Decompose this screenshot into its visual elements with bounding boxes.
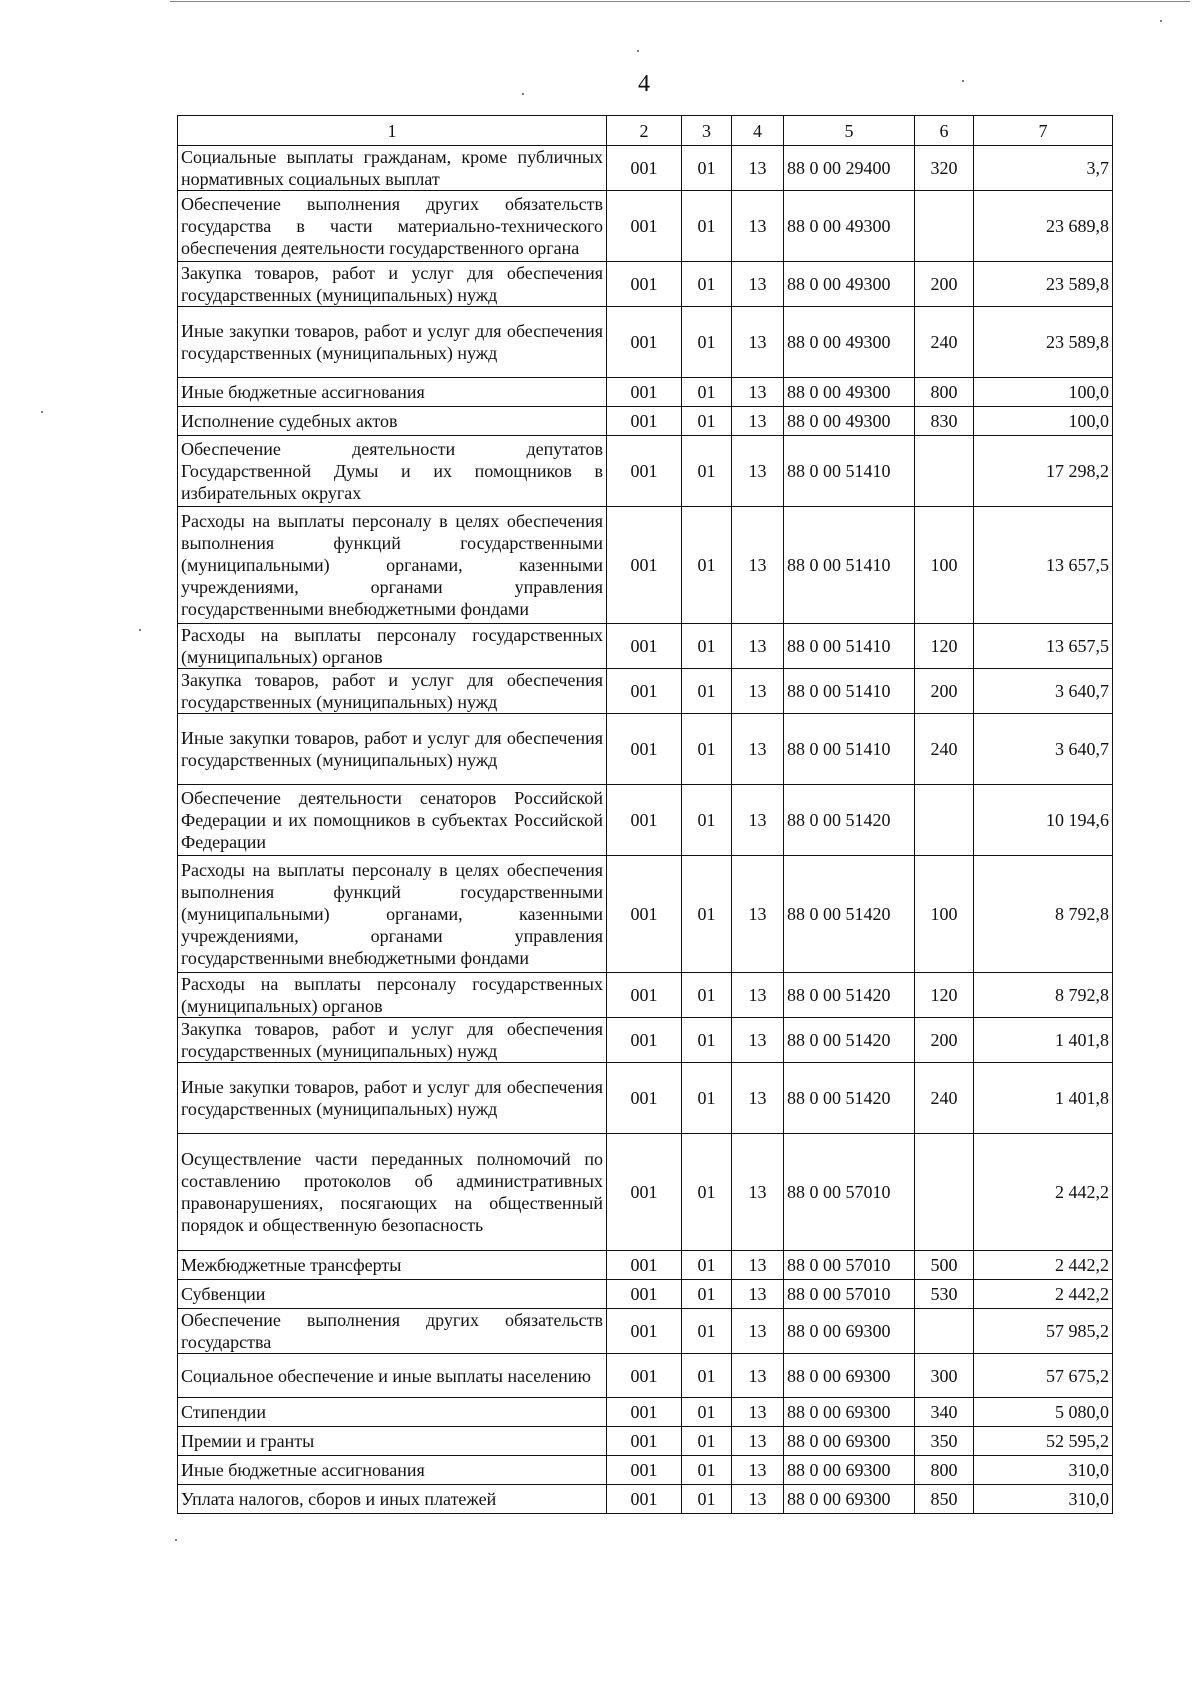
table-row (178, 1354, 1113, 1398)
row-col-3: 01 (682, 1280, 732, 1309)
row-col-3: 01 (682, 1427, 732, 1456)
row-col-7: 5 080,0 (974, 1398, 1113, 1427)
row-name: Иные бюджетные ассигнования (178, 378, 607, 407)
row-col-3: 01 (682, 146, 732, 191)
row-name: Закупка товаров, работ и услуг для обеспечения государственных (муниципальных) нужд (178, 262, 607, 307)
row-col-7: 52 595,2 (974, 1427, 1113, 1456)
row-name: Иные закупки товаров, работ и услуг для обеспечения государственных (муниципальных) нужд (178, 714, 607, 785)
row-col-6: 850 (915, 1485, 974, 1514)
row-col-6 (915, 436, 974, 507)
scan-speck (139, 629, 141, 631)
header-cell-2: 2 (607, 116, 682, 146)
row-col-4: 13 (732, 1309, 784, 1354)
row-col-6: 100 (915, 856, 974, 973)
row-col-7: 23 589,8 (974, 262, 1113, 307)
row-col-7: 23 689,8 (974, 191, 1113, 262)
row-name: Премии и гранты (178, 1427, 607, 1456)
row-col-6: 530 (915, 1280, 974, 1309)
row-col-6: 240 (915, 307, 974, 378)
row-col-4: 13 (732, 1134, 784, 1251)
row-col-4: 13 (732, 1280, 784, 1309)
row-col-3: 01 (682, 436, 732, 507)
header-cell-7: 7 (974, 116, 1113, 146)
row-col-3: 01 (682, 1456, 732, 1485)
row-col-6: 350 (915, 1427, 974, 1456)
row-col-5: 88 0 00 51410 (784, 714, 915, 785)
header-cell-1: 1 (178, 116, 607, 146)
scan-speck (962, 80, 964, 82)
row-col-2: 001 (607, 407, 682, 436)
row-col-7: 310,0 (974, 1456, 1113, 1485)
table-body (178, 146, 1113, 1514)
row-col-5: 88 0 00 51410 (784, 507, 915, 624)
row-col-6: 120 (915, 624, 974, 669)
row-col-2: 001 (607, 624, 682, 669)
row-col-3: 01 (682, 378, 732, 407)
row-col-2: 001 (607, 1427, 682, 1456)
table-row (178, 669, 1113, 714)
row-col-6: 100 (915, 507, 974, 624)
row-col-5: 88 0 00 69300 (784, 1354, 915, 1398)
row-col-6 (915, 1134, 974, 1251)
row-col-5: 88 0 00 69300 (784, 1485, 915, 1514)
table-row (178, 1309, 1113, 1354)
row-col-3: 01 (682, 307, 732, 378)
row-col-5: 88 0 00 57010 (784, 1251, 915, 1280)
row-col-6: 300 (915, 1354, 974, 1398)
row-col-7: 10 194,6 (974, 785, 1113, 856)
row-col-6: 340 (915, 1398, 974, 1427)
row-name: Иные закупки товаров, работ и услуг для обеспечения государственных (муниципальных) нужд (178, 1063, 607, 1134)
row-col-4: 13 (732, 624, 784, 669)
row-col-4: 13 (732, 378, 784, 407)
row-col-6: 800 (915, 378, 974, 407)
row-col-7: 23 589,8 (974, 307, 1113, 378)
row-name: Расходы на выплаты персоналу государственных (муниципальных) органов (178, 624, 607, 669)
row-col-2: 001 (607, 436, 682, 507)
row-col-3: 01 (682, 856, 732, 973)
row-name: Межбюджетные трансферты (178, 1251, 607, 1280)
row-col-5: 88 0 00 49300 (784, 378, 915, 407)
row-col-5: 88 0 00 51410 (784, 436, 915, 507)
row-col-7: 3,7 (974, 146, 1113, 191)
table-row (178, 1134, 1113, 1251)
row-col-3: 01 (682, 1309, 732, 1354)
row-col-2: 001 (607, 856, 682, 973)
row-col-3: 01 (682, 714, 732, 785)
row-name: Расходы на выплаты персоналу государственных (муниципальных) органов (178, 973, 607, 1018)
row-col-5: 88 0 00 69300 (784, 1427, 915, 1456)
row-col-6: 200 (915, 669, 974, 714)
scan-speck (637, 50, 639, 52)
row-col-5: 88 0 00 69300 (784, 1398, 915, 1427)
row-col-7: 2 442,2 (974, 1134, 1113, 1251)
row-col-2: 001 (607, 1309, 682, 1354)
row-col-4: 13 (732, 262, 784, 307)
row-col-4: 13 (732, 191, 784, 262)
row-col-4: 13 (732, 1456, 784, 1485)
table-row (178, 1427, 1113, 1456)
row-name: Обеспечение выполнения других обязательств государства в части материально-технического обеспечения деятельности государственного органа (178, 191, 607, 262)
row-col-6: 500 (915, 1251, 974, 1280)
row-col-3: 01 (682, 624, 732, 669)
row-col-4: 13 (732, 1398, 784, 1427)
row-name: Обеспечение выполнения других обязательств государства (178, 1309, 607, 1354)
row-col-7: 3 640,7 (974, 669, 1113, 714)
row-name: Социальное обеспечение и иные выплаты населению (178, 1354, 607, 1398)
table-row (178, 507, 1113, 624)
row-col-2: 001 (607, 378, 682, 407)
row-col-2: 001 (607, 1354, 682, 1398)
row-col-4: 13 (732, 507, 784, 624)
scan-speck (175, 1539, 177, 1541)
table-row (178, 262, 1113, 307)
table-row (178, 1456, 1113, 1485)
row-name: Обеспечение деятельности сенаторов Российской Федерации и их помощников в субъектах Российской Федерации (178, 785, 607, 856)
row-col-3: 01 (682, 1018, 732, 1063)
table-row (178, 1251, 1113, 1280)
row-name: Стипендии (178, 1398, 607, 1427)
row-name: Иные закупки товаров, работ и услуг для обеспечения государственных (муниципальных) нужд (178, 307, 607, 378)
row-col-6: 200 (915, 1018, 974, 1063)
scan-speck (41, 411, 43, 413)
row-col-7: 3 640,7 (974, 714, 1113, 785)
row-col-2: 001 (607, 1251, 682, 1280)
row-col-4: 13 (732, 1251, 784, 1280)
row-col-3: 01 (682, 1063, 732, 1134)
row-col-6: 320 (915, 146, 974, 191)
row-col-6: 240 (915, 714, 974, 785)
row-col-5: 88 0 00 51420 (784, 973, 915, 1018)
row-col-4: 13 (732, 1063, 784, 1134)
row-col-4: 13 (732, 1018, 784, 1063)
row-col-7: 1 401,8 (974, 1063, 1113, 1134)
row-col-6 (915, 191, 974, 262)
row-name: Закупка товаров, работ и услуг для обеспечения государственных (муниципальных) нужд (178, 669, 607, 714)
row-col-7: 2 442,2 (974, 1280, 1113, 1309)
row-col-7: 1 401,8 (974, 1018, 1113, 1063)
row-col-2: 001 (607, 1134, 682, 1251)
row-col-3: 01 (682, 262, 732, 307)
row-col-6: 120 (915, 973, 974, 1018)
header-cell-3: 3 (682, 116, 732, 146)
row-col-5: 88 0 00 57010 (784, 1134, 915, 1251)
row-col-5: 88 0 00 51410 (784, 624, 915, 669)
row-col-4: 13 (732, 669, 784, 714)
row-col-2: 001 (607, 973, 682, 1018)
table-row (178, 714, 1113, 785)
row-col-2: 001 (607, 191, 682, 262)
row-col-3: 01 (682, 1398, 732, 1427)
row-col-7: 310,0 (974, 1485, 1113, 1514)
row-col-3: 01 (682, 407, 732, 436)
header-cell-6: 6 (915, 116, 974, 146)
table-row (178, 1018, 1113, 1063)
row-col-4: 13 (732, 1485, 784, 1514)
table-row (178, 191, 1113, 262)
row-name: Исполнение судебных актов (178, 407, 607, 436)
row-name: Расходы на выплаты персоналу в целях обеспечения выполнения функций государственными (муниципальными) органами, казенными учреждениями, органами управления государственными внебюджетными фондами (178, 856, 607, 973)
row-col-3: 01 (682, 973, 732, 1018)
row-col-3: 01 (682, 1354, 732, 1398)
row-col-2: 001 (607, 1018, 682, 1063)
row-col-6: 240 (915, 1063, 974, 1134)
table-row (178, 436, 1113, 507)
scan-speck (522, 93, 524, 95)
row-col-3: 01 (682, 785, 732, 856)
row-col-4: 13 (732, 856, 784, 973)
table-row (178, 307, 1113, 378)
row-col-7: 8 792,8 (974, 973, 1113, 1018)
row-col-7: 8 792,8 (974, 856, 1113, 973)
table-header (178, 116, 1113, 146)
row-col-7: 17 298,2 (974, 436, 1113, 507)
row-col-3: 01 (682, 1134, 732, 1251)
row-name: Расходы на выплаты персоналу в целях обеспечения выполнения функций государственными (муниципальными) органами, казенными учреждениями, органами управления государственными внебюджетными фондами (178, 507, 607, 624)
row-col-5: 88 0 00 49300 (784, 407, 915, 436)
row-col-7: 2 442,2 (974, 1251, 1113, 1280)
row-col-5: 88 0 00 69300 (784, 1456, 915, 1485)
row-col-2: 001 (607, 1456, 682, 1485)
table-row (178, 624, 1113, 669)
row-col-2: 001 (607, 669, 682, 714)
row-col-3: 01 (682, 1251, 732, 1280)
scan-speck (1160, 20, 1162, 22)
row-name: Социальные выплаты гражданам, кроме публичных нормативных социальных выплат (178, 146, 607, 191)
row-col-3: 01 (682, 191, 732, 262)
table-row (178, 1280, 1113, 1309)
row-col-7: 100,0 (974, 407, 1113, 436)
header-row (178, 116, 1113, 146)
row-col-6: 200 (915, 262, 974, 307)
row-name: Иные бюджетные ассигнования (178, 1456, 607, 1485)
row-col-4: 13 (732, 436, 784, 507)
row-col-2: 001 (607, 785, 682, 856)
row-col-7: 100,0 (974, 378, 1113, 407)
header-cell-5: 5 (784, 116, 915, 146)
row-name: Уплата налогов, сборов и иных платежей (178, 1485, 607, 1514)
row-col-3: 01 (682, 507, 732, 624)
row-col-5: 88 0 00 49300 (784, 307, 915, 378)
row-col-3: 01 (682, 1485, 732, 1514)
header-cell-4: 4 (732, 116, 784, 146)
table-row (178, 785, 1113, 856)
row-col-6: 800 (915, 1456, 974, 1485)
row-col-5: 88 0 00 29400 (784, 146, 915, 191)
row-col-6 (915, 1309, 974, 1354)
row-name: Осуществление части переданных полномочий по составлению протоколов об административных правонарушениях, посягающих на общественный порядок и общественную безопасность (178, 1134, 607, 1251)
row-col-4: 13 (732, 1427, 784, 1456)
row-col-2: 001 (607, 146, 682, 191)
row-col-2: 001 (607, 714, 682, 785)
row-col-5: 88 0 00 51410 (784, 669, 915, 714)
table-row (178, 1485, 1113, 1514)
scan-edge-line (170, 1, 1190, 2)
row-col-5: 88 0 00 49300 (784, 191, 915, 262)
row-col-5: 88 0 00 51420 (784, 1018, 915, 1063)
row-col-6: 830 (915, 407, 974, 436)
table-row (178, 378, 1113, 407)
table-row (178, 1398, 1113, 1427)
row-col-7: 57 675,2 (974, 1354, 1113, 1398)
row-col-4: 13 (732, 407, 784, 436)
row-name: Обеспечение деятельности депутатов Государственной Думы и их помощников в избирательных округах (178, 436, 607, 507)
row-col-4: 13 (732, 307, 784, 378)
row-col-4: 13 (732, 714, 784, 785)
row-name: Закупка товаров, работ и услуг для обеспечения государственных (муниципальных) нужд (178, 1018, 607, 1063)
row-col-5: 88 0 00 51420 (784, 785, 915, 856)
table-row (178, 856, 1113, 973)
table-row (178, 973, 1113, 1018)
table-row (178, 1063, 1113, 1134)
row-col-4: 13 (732, 973, 784, 1018)
row-col-2: 001 (607, 1485, 682, 1514)
row-col-7: 13 657,5 (974, 507, 1113, 624)
row-col-2: 001 (607, 1280, 682, 1309)
row-col-4: 13 (732, 785, 784, 856)
row-col-7: 13 657,5 (974, 624, 1113, 669)
row-col-5: 88 0 00 57010 (784, 1280, 915, 1309)
row-col-5: 88 0 00 49300 (784, 262, 915, 307)
table-row (178, 146, 1113, 191)
row-name: Субвенции (178, 1280, 607, 1309)
row-col-4: 13 (732, 146, 784, 191)
row-col-5: 88 0 00 51420 (784, 856, 915, 973)
row-col-2: 001 (607, 1398, 682, 1427)
page-number: 4 (638, 71, 650, 97)
row-col-2: 001 (607, 262, 682, 307)
budget-table (177, 115, 1113, 1514)
table-row (178, 407, 1113, 436)
row-col-2: 001 (607, 307, 682, 378)
row-col-5: 88 0 00 69300 (784, 1309, 915, 1354)
row-col-3: 01 (682, 669, 732, 714)
row-col-4: 13 (732, 1354, 784, 1398)
row-col-2: 001 (607, 1063, 682, 1134)
row-col-2: 001 (607, 507, 682, 624)
row-col-7: 57 985,2 (974, 1309, 1113, 1354)
row-col-6 (915, 785, 974, 856)
row-col-5: 88 0 00 51420 (784, 1063, 915, 1134)
